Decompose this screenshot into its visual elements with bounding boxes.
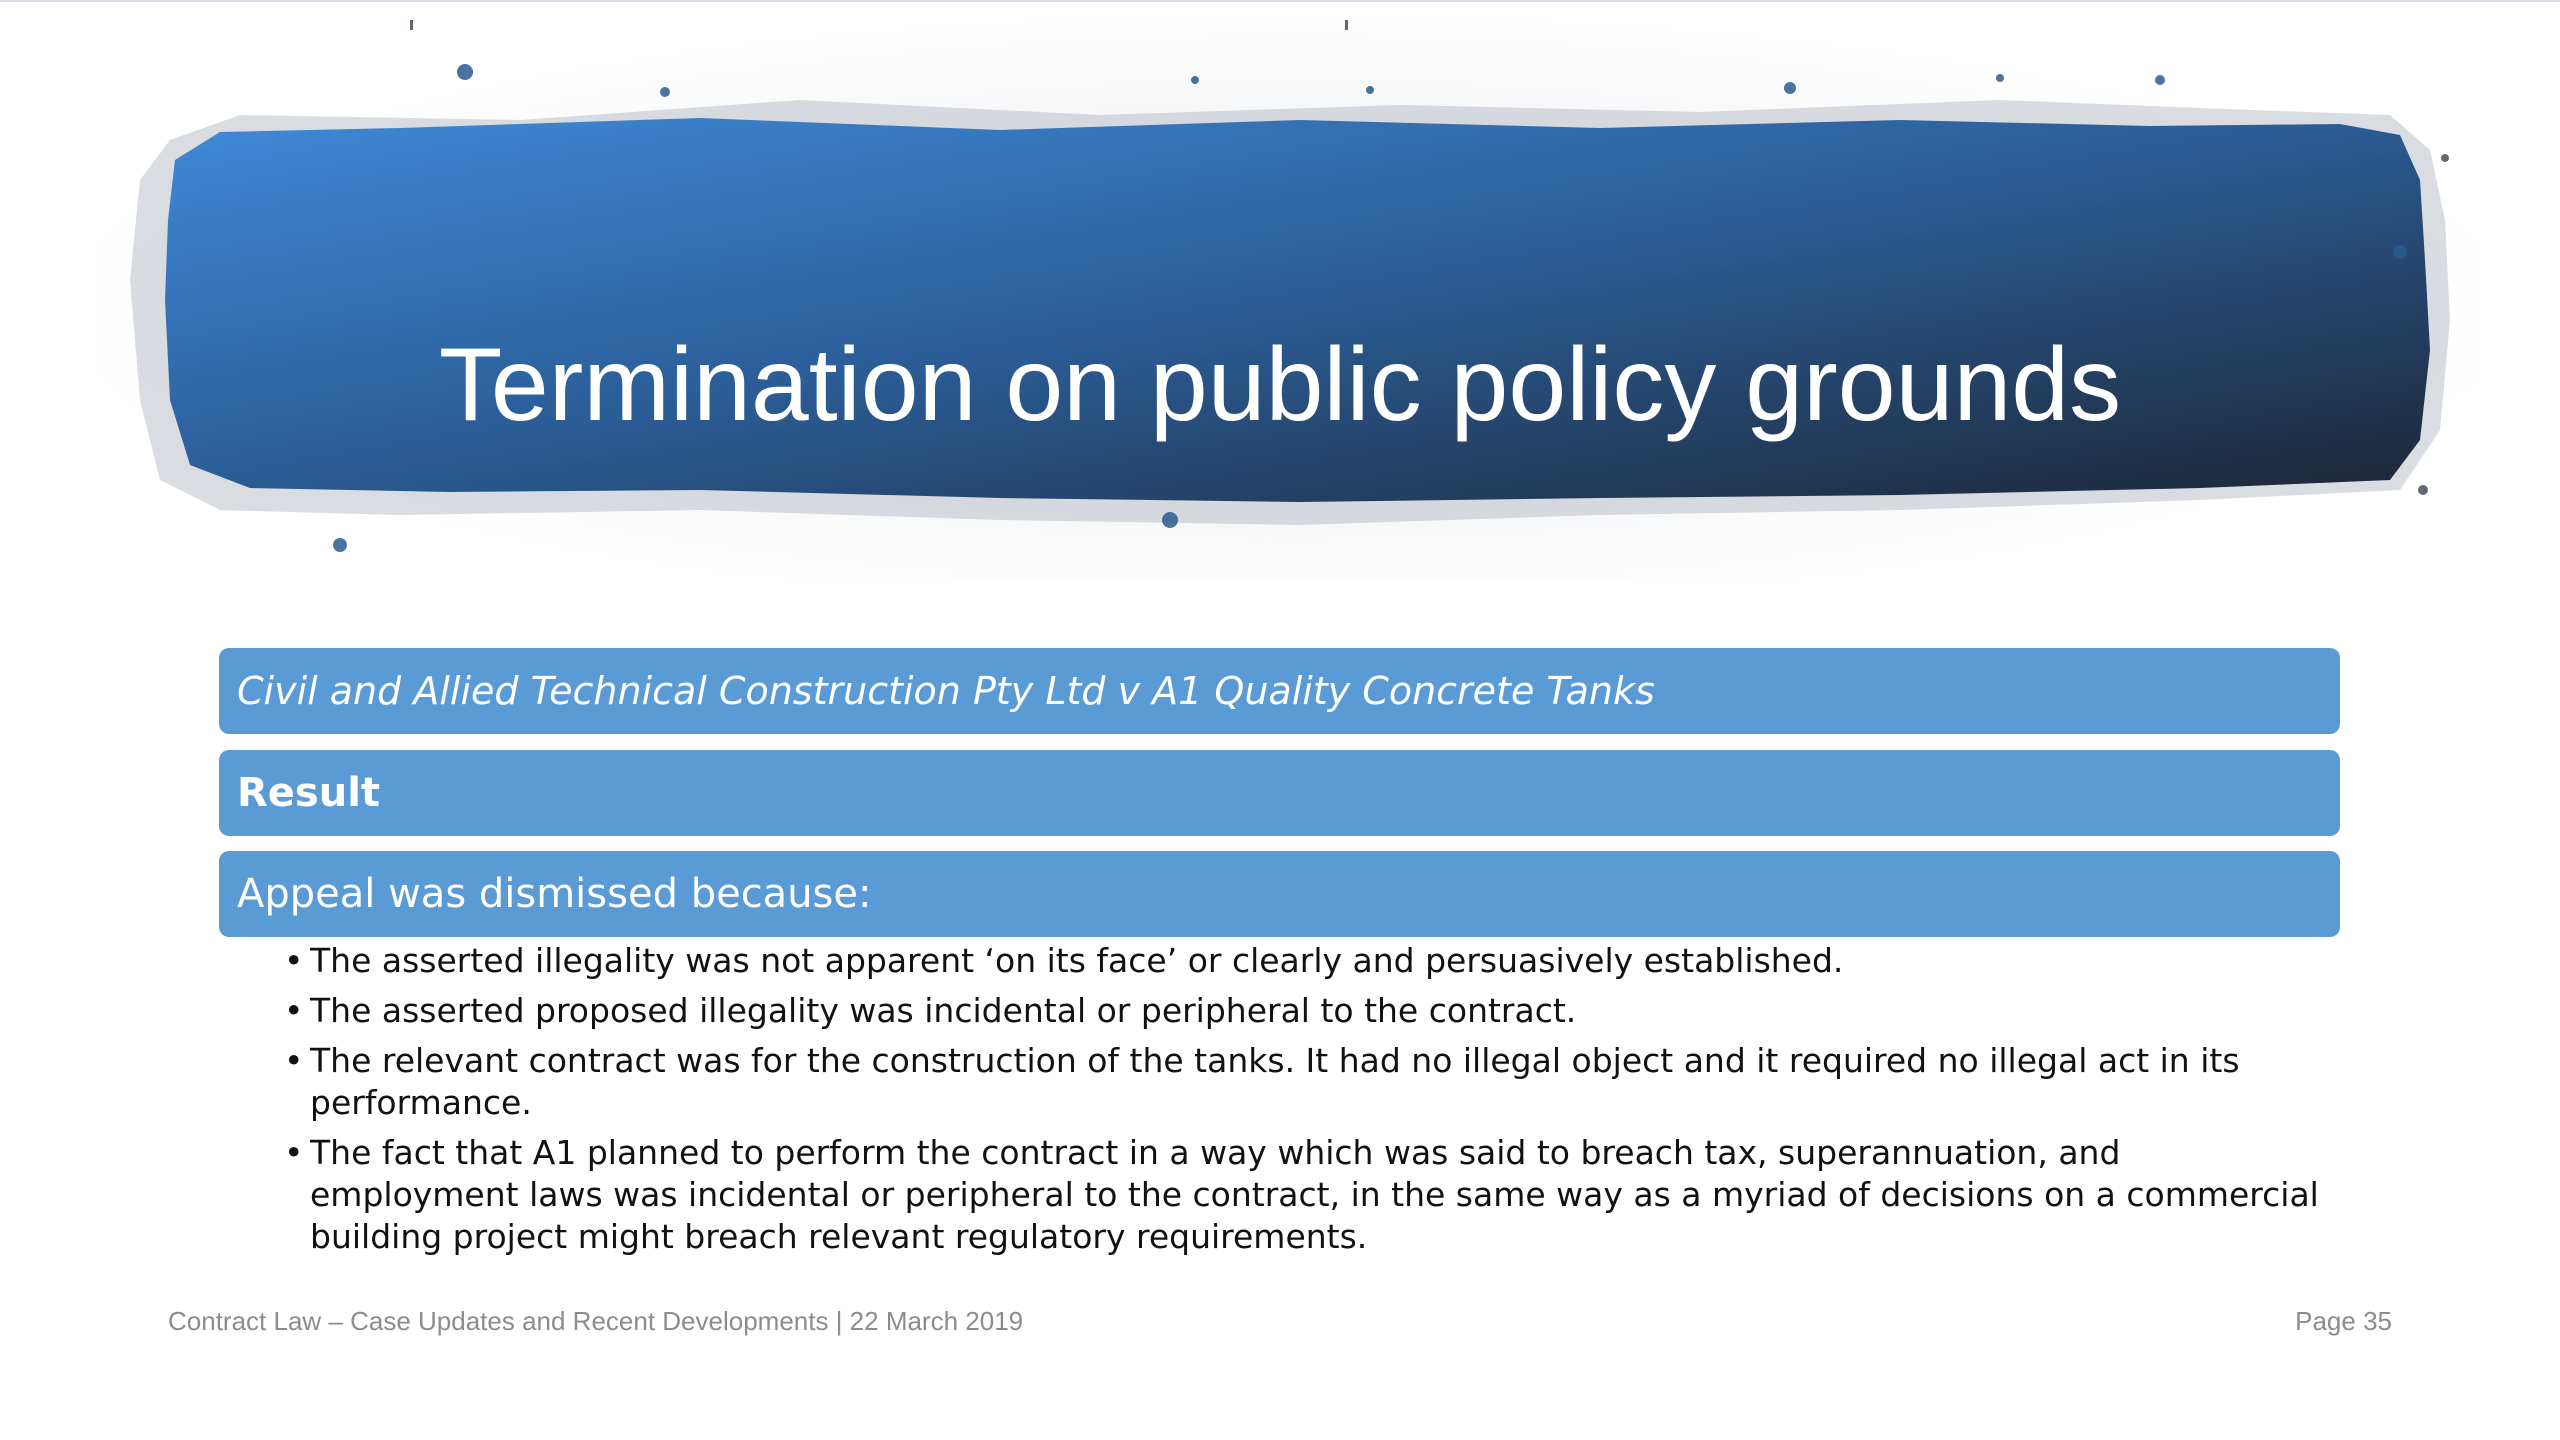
result-heading: Result	[237, 770, 381, 816]
slide-title: Termination on public policy grounds	[438, 327, 2122, 443]
reasons-list	[284, 940, 2334, 1266]
appeal-heading: Appeal was dismissed because:	[237, 871, 872, 917]
paint-stroke-graphic	[100, 20, 2480, 580]
list-item: • The relevant contract was for the construction of the tanks. It had no illegal object and it required no illegal act in its performance.	[284, 1040, 2334, 1124]
footer-course-date: Contract Law – Case Updates and Recent Developments | 22 March 2019	[168, 1306, 1024, 1336]
list-item: • The asserted illegality was not apparent ‘on its face’ or clearly and persuasively established.	[284, 940, 2334, 982]
result-bar	[219, 750, 2340, 836]
appeal-bar	[219, 851, 2340, 937]
list-item: • The fact that A1 planned to perform the contract in a way which was said to breach tax, superannuation, and employment laws was incidental or peripheral to the contract, in the same way as a myriad of decisions on a commercial building project might breach relevant regulatory requirements.	[284, 1132, 2334, 1258]
case-name-bar	[219, 648, 2340, 734]
case-name-text: Civil and Allied Technical Construction Pty Ltd v A1 Quality Concrete Tanks	[237, 669, 1655, 713]
list-item: • The asserted proposed illegality was incidental or peripheral to the contract.	[284, 990, 2334, 1032]
top-divider	[0, 0, 2560, 2]
title-banner	[100, 20, 2480, 580]
footer-page-number: Page 35	[2295, 1306, 2392, 1336]
